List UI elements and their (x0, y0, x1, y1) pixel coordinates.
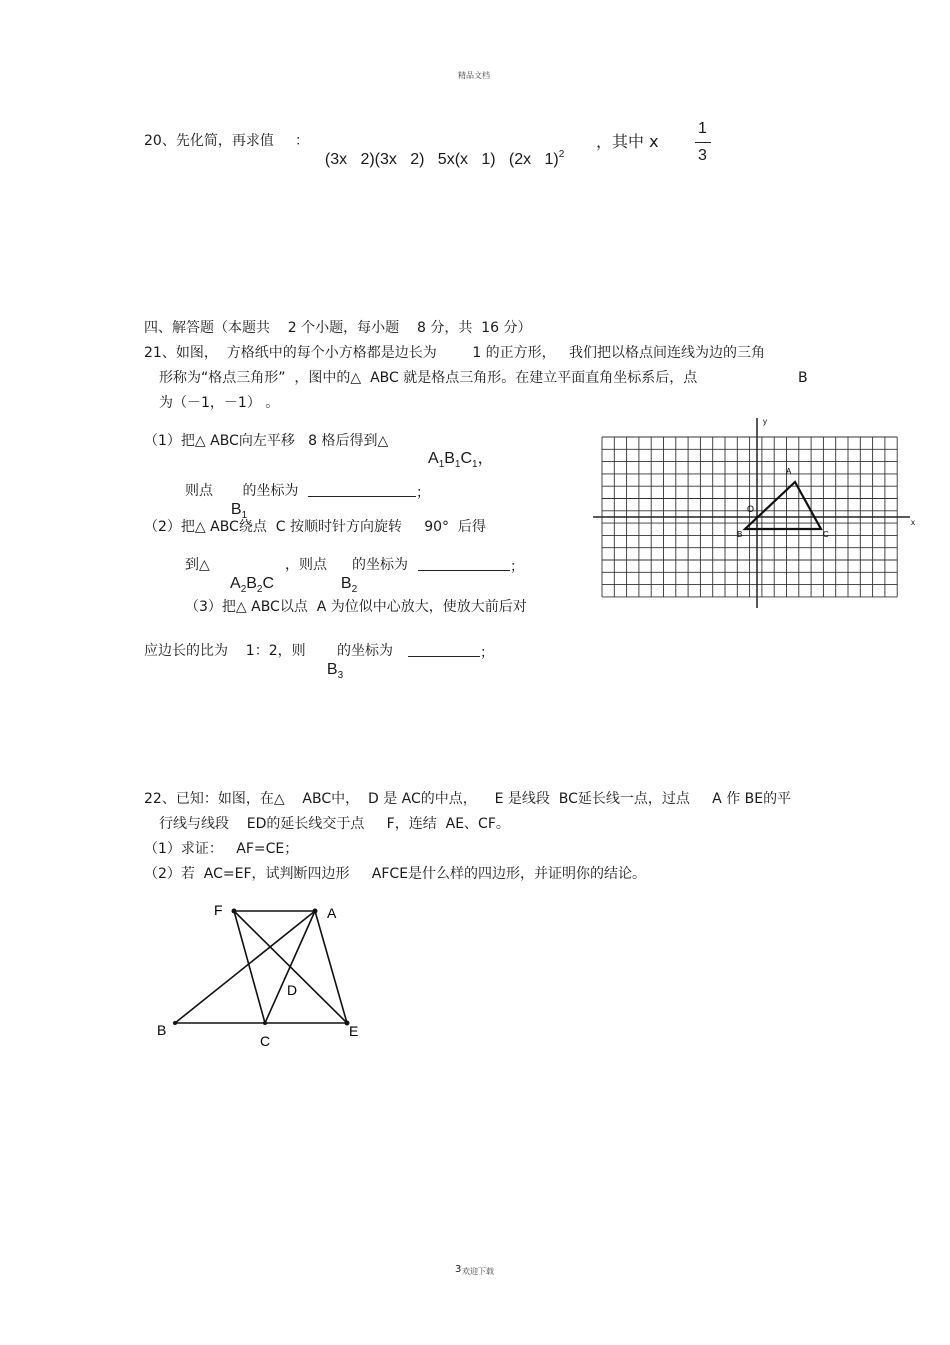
q21-part2b-mid: ，则点 (285, 557, 327, 573)
q21-part1: （1）把△ ABC向左平移 8 格后得到△ (144, 433, 389, 449)
q22-segment-fc (234, 911, 265, 1023)
q20-expression (316, 133, 564, 171)
q21-part2b-tail: 的坐标为 (352, 557, 408, 573)
q22-point-f (232, 909, 237, 914)
q21-label-c: C (823, 530, 829, 539)
q21-part1b-tail: 的坐标为 (238, 483, 299, 499)
q22-label-b: B (157, 1022, 167, 1038)
q21-part3b-sub: 3 (337, 670, 344, 681)
q22-part2: （2）若 AC=EF，试判断四边形 AFCE是什么样的四边形，并证明你的结论。 (144, 866, 647, 882)
footer-note: 欢迎下载 (462, 1267, 494, 1276)
q22-line2: 行线与线段 ED的延长线交于点 F，连结 AE、CF。 (159, 816, 510, 832)
q22-segment-fe (234, 911, 347, 1023)
q21-part1b-text: 则点 (185, 483, 213, 499)
q21-part1-sub-a: 1 (438, 459, 445, 470)
q21-part2: （2）把△ ABC绕点 C 按顺时针方向旋转 90° 后得 (144, 519, 486, 535)
q21-line2-b: B (798, 370, 808, 386)
q21-part1b-blank[interactable] (308, 482, 416, 497)
q21-part2b-a: A (230, 575, 241, 592)
section4-title: 四、解答题（本题共 2 个小题，每小题 8 分，共 16 分） (144, 320, 532, 336)
q21-part2b-end: ； (510, 559, 524, 575)
q21-part1-b: B (444, 450, 455, 467)
q21-part3b-answer (408, 642, 494, 662)
q22-point-a (313, 909, 318, 914)
q21-part2b-answer (418, 556, 524, 576)
q20-expression-text: (3x 2)(3x 2) 5x(x 1) (2x 1) (324, 151, 559, 168)
q21-label-x: x (911, 518, 915, 527)
q22-part1: （1）求证： AF=CE； (144, 841, 299, 857)
q22-point-b (173, 1021, 177, 1025)
q22-label-d: D (287, 982, 298, 998)
q21-part2b-triangle (222, 557, 274, 595)
q21-part3b-pt: B (326, 661, 338, 678)
q22-figure (150, 895, 380, 1055)
q21-part1-sub-b: 1 (454, 459, 461, 470)
q21-part1-a: A (428, 450, 439, 467)
q21-part3b-tail: 的坐标为 (337, 643, 393, 659)
q21-part2b-b: B (246, 575, 257, 592)
q21-part1-sub-c: 1 (472, 459, 478, 470)
q22-line1: 22、已知：如图，在△ ABC中， D 是 AC的中点， E 是线段 BC延长线一点，过点 A 作 BE的平 (144, 791, 792, 807)
q21-part2b-sub-b: 2 (256, 584, 263, 595)
q21-part2b-pt-sub: 2 (351, 584, 358, 595)
q20-colon: ： (295, 133, 309, 149)
q22-segment-ba (175, 911, 315, 1023)
q20-frac-num: 1 (698, 120, 707, 137)
footer-page-number: 3 (455, 1264, 462, 1275)
q21-part1b-b: B (230, 501, 242, 518)
q20-frac-den: 3 (698, 147, 707, 164)
q21-line2: 形称为“格点三角形” ，图中的△ ABC 就是格点三角形。在建立平面直角坐标系后，点 (159, 370, 698, 386)
q21-label-y: y (763, 417, 767, 426)
q21-part1-end: ， (477, 450, 494, 467)
q21-part1b-sub: 1 (241, 510, 248, 521)
q21-label-b: B (737, 530, 743, 539)
q21-part1-triangle (420, 432, 494, 470)
q20-label: 20、先化简，再求值 (144, 133, 274, 149)
q21-label-o: O (747, 504, 755, 514)
q21-part2b-sub-a: 2 (240, 584, 247, 595)
q21-part1b-end: ； (416, 485, 430, 501)
q22-point-c (263, 1021, 267, 1025)
q21-part3b-blank[interactable] (408, 642, 480, 657)
q21-part2b-text: 到△ (185, 557, 210, 573)
q21-part2b-blank[interactable] (418, 556, 510, 571)
q22-label-f: F (214, 902, 223, 918)
q22-label-c: C (260, 1033, 271, 1049)
q22-label-a: A (327, 905, 337, 921)
q21-line3: 为（－1，－1） 。 (159, 395, 280, 411)
q21-part1b-answer (308, 482, 430, 502)
q21-part3b-end: ； (480, 645, 494, 661)
q21-label-a: A (786, 467, 792, 476)
q20-frac-bar (695, 142, 711, 143)
q21-part3: （3）把△ ABC以点 A 为位似中心放大，使放大前后对 (185, 599, 527, 615)
q21-line1: 21、如图， 方格纸中的每个小方格都是边长为 1 的正方形， 我们把以格点间连线为边的三角 (144, 345, 766, 361)
q21-part2b-pt: B (340, 575, 352, 592)
q21-part3b-text: 应边长的比为 1：2，则 (144, 643, 306, 659)
q21-part2b-c: C (262, 575, 275, 592)
q21-grid-figure (585, 410, 925, 610)
header-watermark: 精品文档 (458, 71, 490, 80)
q20-exponent: 2 (558, 149, 565, 160)
q20-where: ，其中 x (596, 132, 659, 151)
q21-part1-c: C (460, 450, 473, 467)
q22-label-e: E (349, 1023, 359, 1039)
